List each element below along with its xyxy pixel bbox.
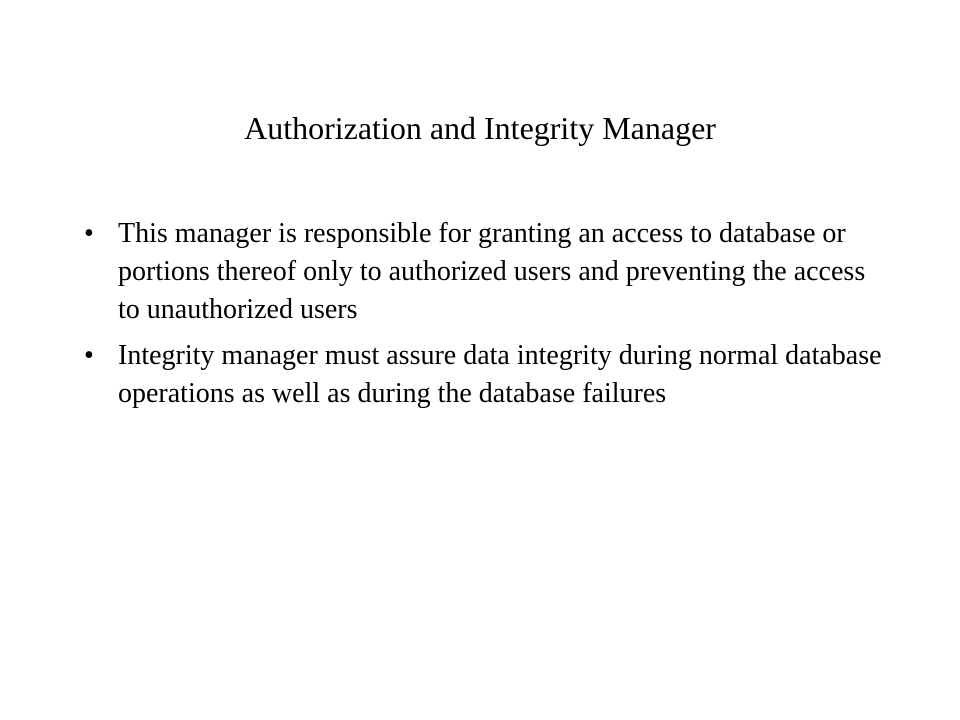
bullet-icon: • xyxy=(84,218,94,249)
bullet-item xyxy=(84,215,884,329)
bullet-item xyxy=(84,337,884,413)
bullet-text: Integrity manager must assure data integrity during normal database operations as well as during the database failures xyxy=(118,340,882,409)
bullet-icon: • xyxy=(84,340,94,371)
slide-title: Authorization and Integrity Manager xyxy=(244,110,716,146)
bullet-text: This manager is responsible for granting an access to database or portions thereof only to authorized users and preventing the access to unauthorized users xyxy=(118,218,866,325)
bullet-list xyxy=(84,215,884,421)
